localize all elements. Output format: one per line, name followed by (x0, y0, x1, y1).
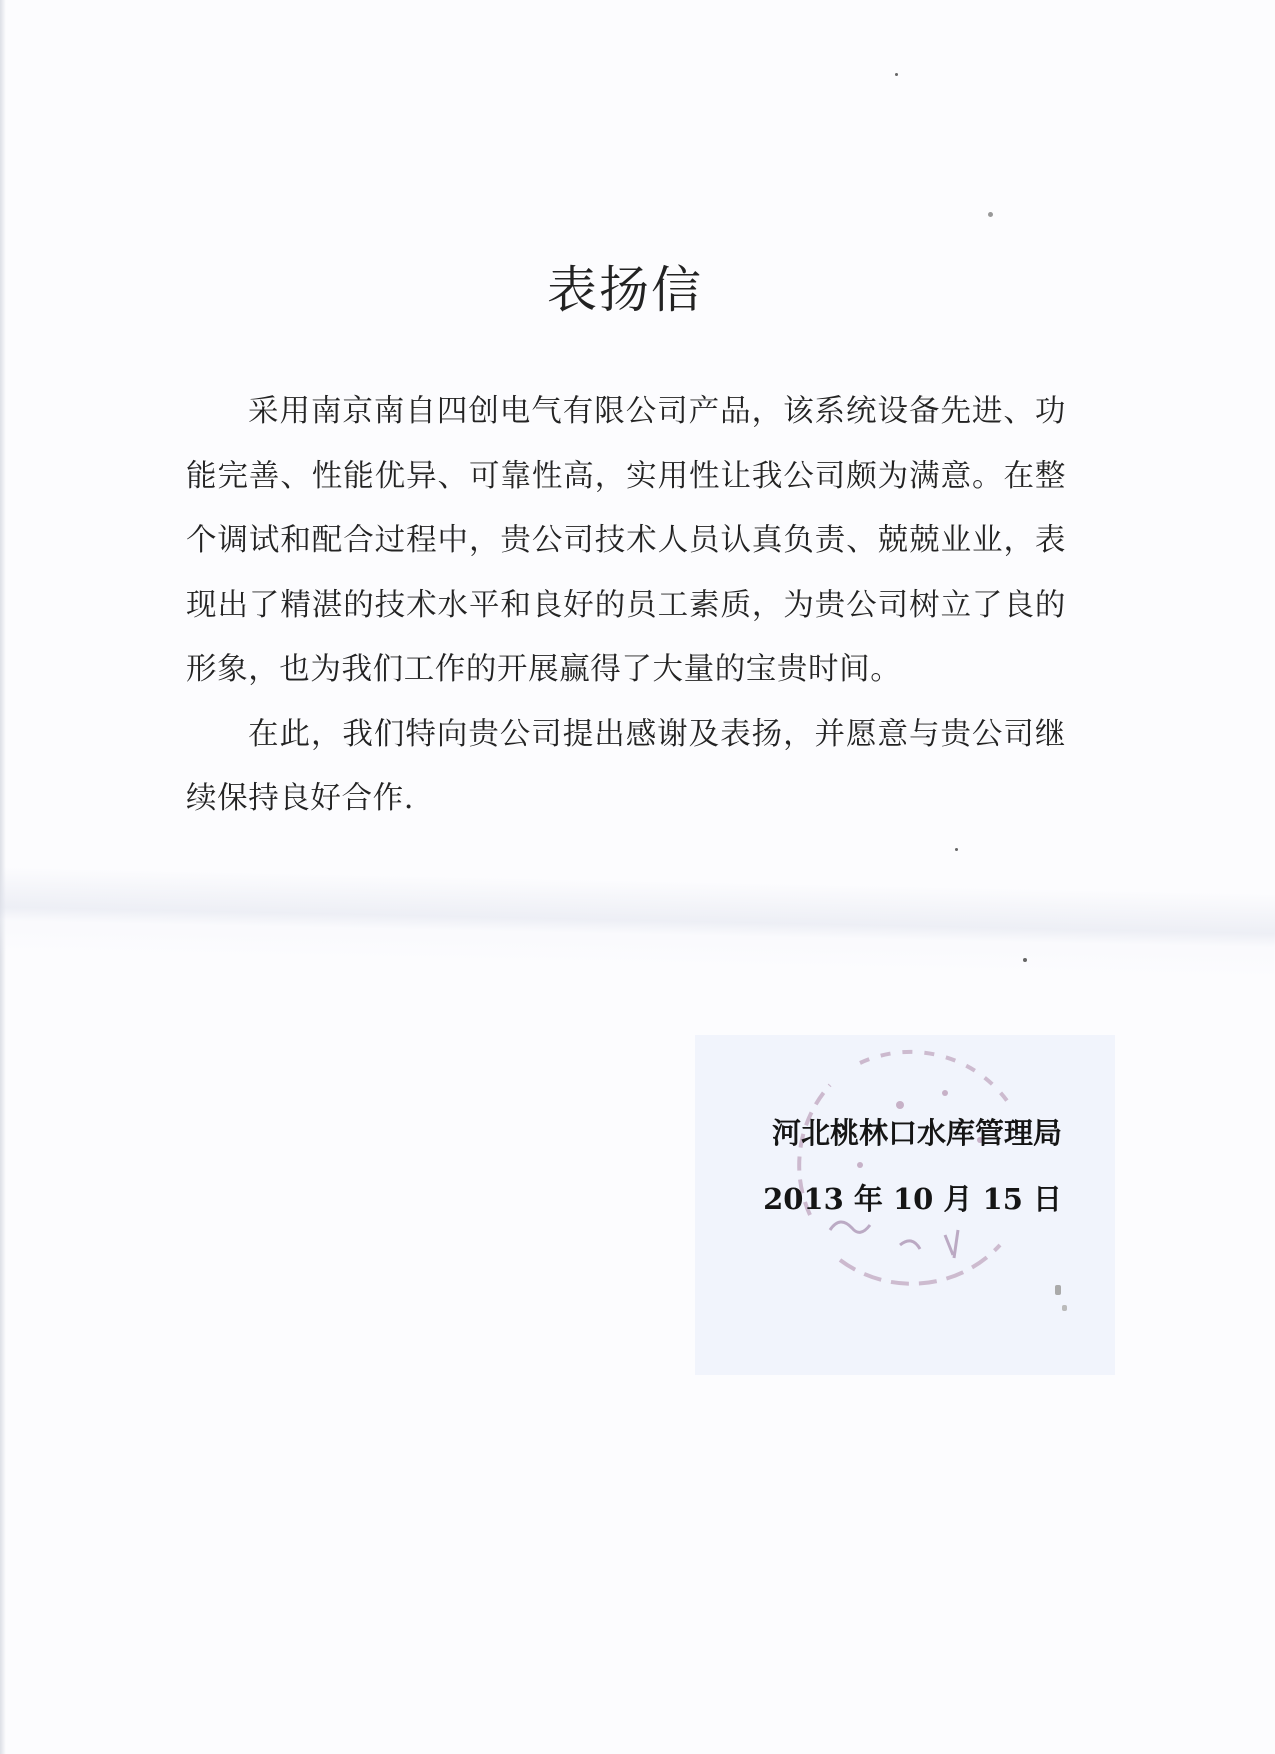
scan-speck (1023, 958, 1027, 962)
scan-speck (955, 848, 958, 851)
scan-speck (895, 73, 898, 76)
body-paragraph-2: 在此，我们特向贵公司提出感谢及表扬，并愿意与贵公司继续保持良好合作. (186, 716, 1066, 816)
scan-speck (1055, 1285, 1061, 1295)
scan-speck (1062, 1305, 1067, 1311)
body-paragraph-1: 采用南京南自四创电气有限公司产品，该系统设备先进、功能完善、性能优异、可靠性高，实用性让我公司颇为满意。在整个调试和配合过程中，贵公司技术人员认真负责、兢兢业业，表现出了精湛的技术水平和良好的员工素质，为贵公司树立了良的形象，也为我们工作的开展赢得了大量的宝贵时间。 (186, 394, 1066, 687)
paper-fold-crease (0, 867, 1275, 984)
signing-organization: 河北桃林口水库管理局 (771, 1116, 1062, 1150)
signature-block (700, 1100, 1062, 1232)
scan-speck (988, 212, 993, 217)
signing-date: 2013 年 10 月 15 日 (763, 1182, 1062, 1216)
letter-title: 表扬信 (547, 261, 703, 319)
letter-body (186, 380, 1066, 832)
